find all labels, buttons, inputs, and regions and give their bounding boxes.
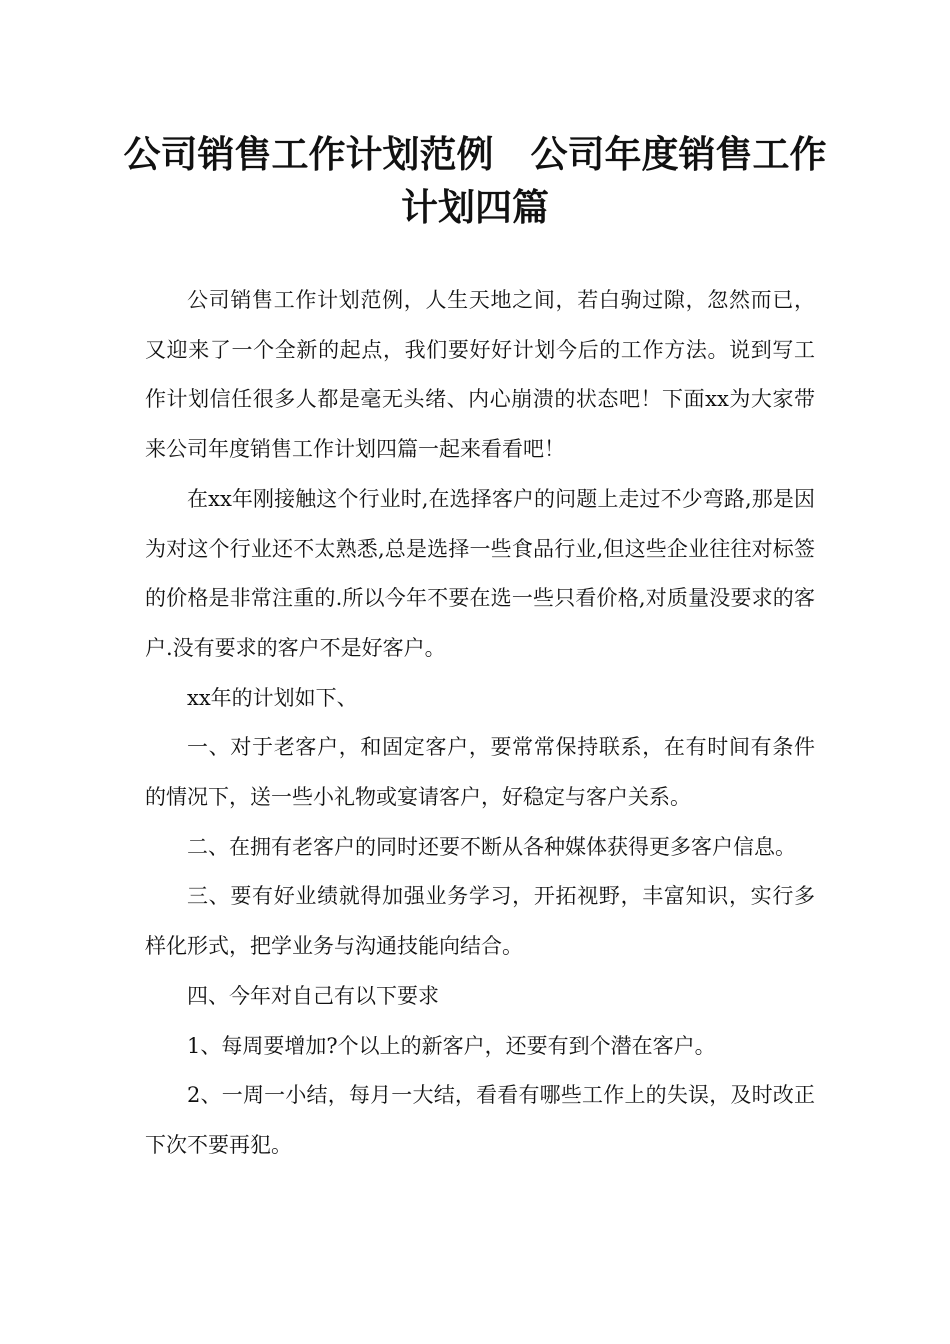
paragraph-item-1: 一、对于老客户，和固定客户，要常常保持联系，在有时间有条件的情况下，送一些小礼物或宴请客户，好稳定与客户关系。	[145, 735, 815, 810]
paragraph-item-3: 三、要有好业绩就得加强业务学习，开拓视野，丰富知识，实行多样化形式，把学业务与沟通技能向结合。	[145, 884, 815, 959]
paragraph-background: 在xx年刚接触这个行业时,在选择客户的问题上走过不少弯路,那是因为对这个行业还不太熟悉,总是选择一些食品行业,但这些企业往往对标签的价格是非常注重的.所以今年不要在选一些只看价格,对质量没要求的客户.没有要求的客户不是好客户。	[145, 486, 815, 660]
paragraph-requirement-2: 2、一周一小结，每月一大结，看看有哪些工作上的失误，及时改正下次不要再犯。	[145, 1083, 815, 1157]
paragraph-intro: 公司销售工作计划范例，人生天地之间，若白驹过隙，忽然而已，又迎来了一个全新的起点，我们要好好计划今后的工作方法。说到写工作计划信任很多人都是毫无头绪、内心崩溃的状态吧！下面xx为大家带来公司年度销售工作计划四篇一起来看看吧！	[145, 288, 815, 462]
paragraph-item-4: 四、今年对自己有以下要求	[187, 983, 439, 1008]
paragraph-requirement-1: 1、每周要增加?个以上的新客户，还要有到个潜在客户。	[187, 1033, 716, 1058]
paragraph-item-2: 二、在拥有老客户的同时还要不断从各种媒体获得更多客户信息。	[187, 834, 796, 859]
document-title: 公司销售工作计划范例 公司年度销售工作计划四篇	[123, 133, 827, 229]
paragraph-plan-heading: xx年的计划如下、	[187, 685, 358, 710]
document-body	[145, 276, 815, 1171]
